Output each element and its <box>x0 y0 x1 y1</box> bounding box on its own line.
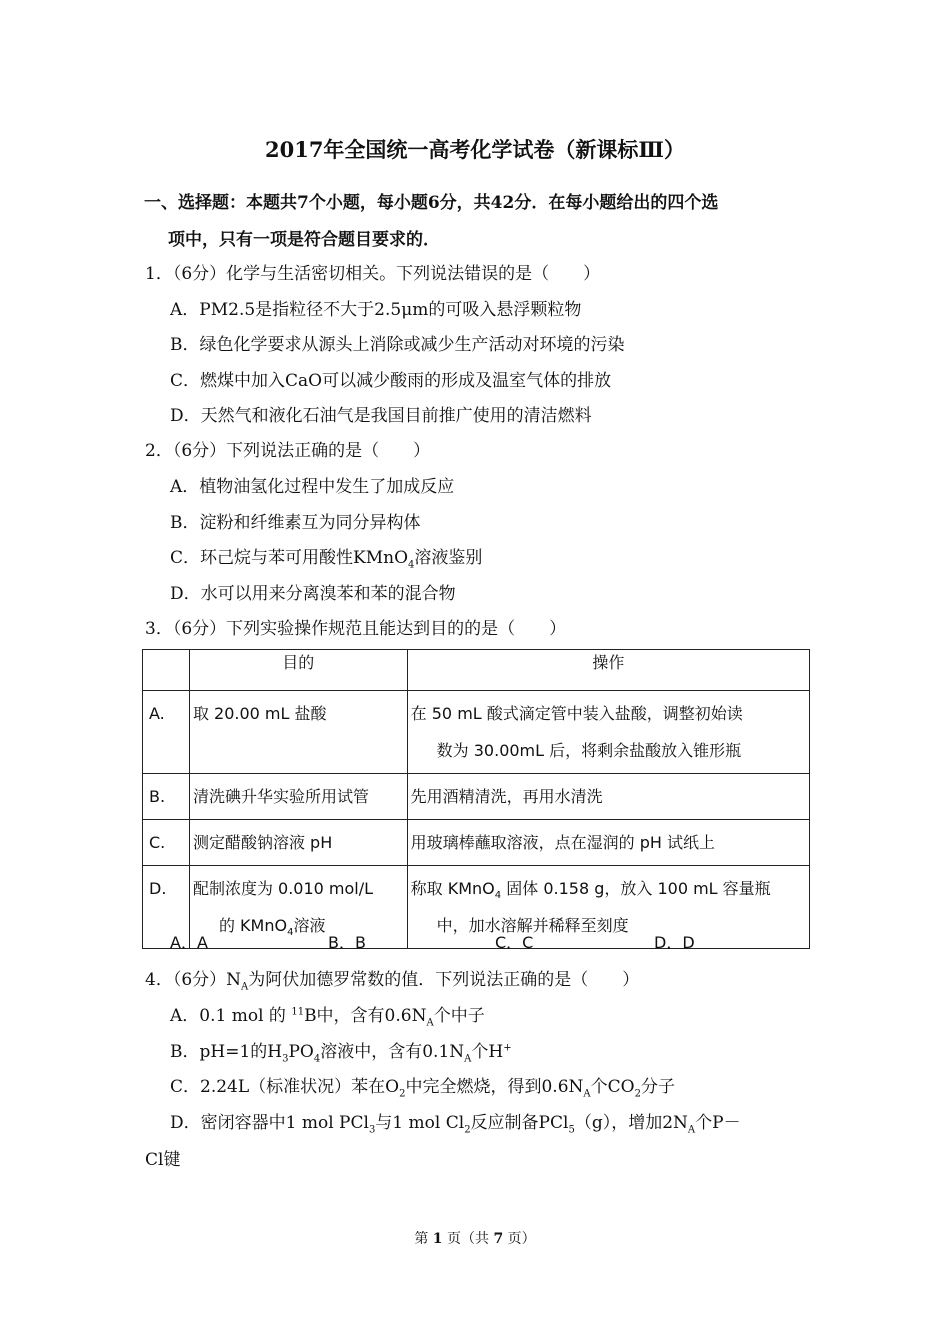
table-row <box>143 774 810 820</box>
section-heading-line1: 一、选择题：本题共7个小题，每小题6分，共42分．在每小题给出的四个选 <box>144 193 719 213</box>
q3-row-d-purpose-line1: 配制浓度为 0.010 mol/L <box>192 879 374 898</box>
q1-option-d: D．天然气和液化石油气是我国目前推广使用的清洁燃料 <box>170 406 592 426</box>
q3-row-c-operation: 用玻璃棒蘸取溶液，点在湿润的 pH 试纸上 <box>410 833 716 852</box>
q3-row-a-purpose: 取 20.00 mL 盐酸 <box>192 704 327 723</box>
q3-header-label <box>143 650 190 691</box>
q1-option-c: C．燃煤中加入CaO可以减少酸雨的形成及温室气体的排放 <box>170 371 612 391</box>
q4-option-b: B．pH=1的$H_3PO_4$溶液中，含有$0.1N_A$个H+ <box>170 1042 512 1065</box>
q3-row-c-purpose: 测定醋酸钠溶液 pH <box>192 833 333 852</box>
q4-stem: 4．（6分）$N_A$为阿伏加德罗常数的值．下列说法正确的是（ ） <box>145 970 640 993</box>
page-title: 2017年全国统一高考化学试卷（新课标Ⅲ） <box>264 137 686 162</box>
q3-option-a: A．A <box>170 933 208 952</box>
q3-row-d-operation-line1: 称取 KMnO$_4$ 固体 0.158 g，放入 100 mL 容量瓶 <box>410 879 771 902</box>
q3-option-b: B．B <box>328 933 366 952</box>
q3-stem: 3．（6分）下列实验操作规范且能达到目的的是（ ） <box>145 619 567 639</box>
q3-table-header-row <box>143 650 810 691</box>
page-total: 7 <box>493 1231 504 1247</box>
q3-row-d-label: D. <box>149 879 167 898</box>
q3-option-c: C．C <box>495 933 534 952</box>
q3-row-b-purpose: 清洗碘升华实验所用试管 <box>192 787 369 806</box>
page-number: 1 <box>432 1231 443 1247</box>
q2-option-b: B．淀粉和纤维素互为同分异构体 <box>170 513 421 533</box>
q2-option-d: D．水可以用来分离溴苯和苯的混合物 <box>170 584 456 604</box>
q3-row-a-label: A. <box>149 704 165 723</box>
q1-option-a: A．PM2.5是指粒径不大于2.5μm的可吸入悬浮颗粒物 <box>170 300 582 320</box>
table-row <box>143 820 810 866</box>
q4-option-c: C．2.24L（标准状况）苯在$O_2$中完全燃烧，得到$0.6N_A$个$CO_2$分子 <box>170 1077 675 1100</box>
q2-option-c: C．环己烷与苯可用酸性KMnO$_4$溶液鉴别 <box>170 548 483 571</box>
q3-row-a-operation-line1: 在 50 mL 酸式滴定管中装入盐酸，调整初始读 <box>410 704 743 723</box>
q4-option-d-line2: Cl键 <box>145 1150 181 1170</box>
page-footer: 第 1 页（共 7 页） <box>414 1231 536 1247</box>
q3-table <box>142 649 810 949</box>
table-row <box>143 866 810 949</box>
section-heading-line2: 项中，只有一项是符合题目要求的． <box>168 230 440 250</box>
q3-row-b-label: B. <box>149 787 166 806</box>
q1-stem: 1．（6分）化学与生活密切相关。下列说法错误的是（ ） <box>145 264 601 284</box>
q3-row-d-operation-line2: 中，加水溶解并稀释至刻度 <box>436 916 629 935</box>
q3-header-operation: 操作 <box>407 650 809 691</box>
q4-option-a: A．0.1 mol 的 $^{11}$B中，含有$0.6N_A$个中子 <box>170 1006 485 1029</box>
q3-row-b-operation: 先用酒精清洗，再用水清洗 <box>410 787 603 806</box>
table-row <box>143 691 810 774</box>
q3-option-d: D．D <box>654 933 695 952</box>
q2-option-a: A．植物油氢化过程中发生了加成反应 <box>170 477 455 497</box>
q3-row-a-operation-line2: 数为 30.00mL 后，将剩余盐酸放入锥形瓶 <box>436 741 742 760</box>
q2-stem: 2．（6分）下列说法正确的是（ ） <box>145 441 431 461</box>
q3-row-d-purpose-line2: 的 KMnO$_4$溶液 <box>218 916 326 939</box>
q1-option-b: B．绿色化学要求从源头上消除或减少生产活动对环境的污染 <box>170 335 625 355</box>
q3-header-purpose: 目的 <box>189 650 407 691</box>
q4-option-d: D．密闭容器中1 mol PCl$_3$与1 mol $Cl_2$反应制备PCl$_5$（g），增加$2N_A$个P－ <box>170 1113 741 1136</box>
q3-row-c-label: C. <box>149 833 166 852</box>
